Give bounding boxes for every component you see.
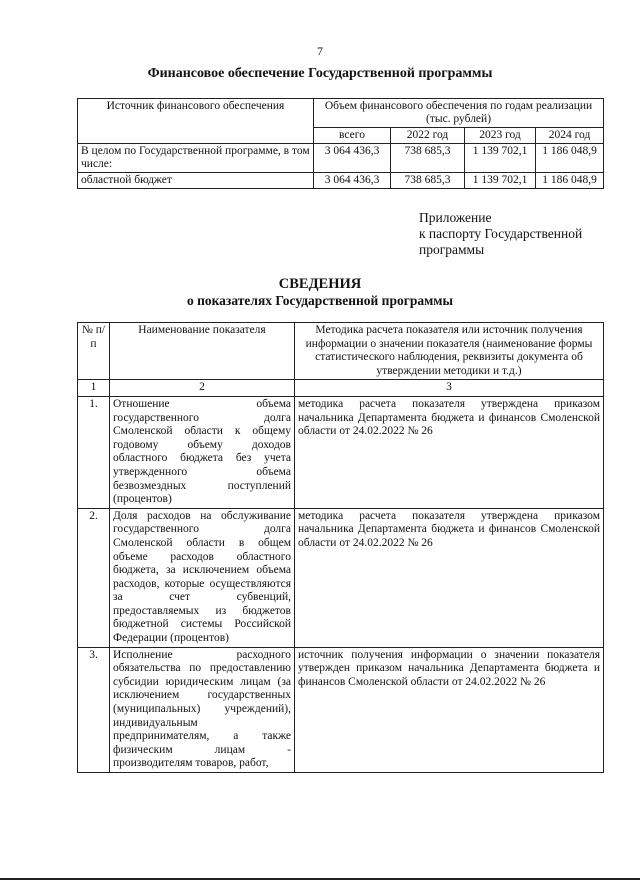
column-2022: 2022 год (391, 128, 465, 144)
indicator-name: Доля расходов на обслуживание государственного долга Смоленской области в общем объеме расходов областного бюджета, за исключением объема расходов, которые осуществляются за счет субвенций, предоставляемых из бюджетов бюджетной системы Российской Федерации (процентов) (110, 508, 295, 647)
table-row (78, 508, 604, 647)
value-2023: 1 139 702,1 (465, 173, 536, 189)
column-number: 2 (110, 380, 295, 397)
finance-section-title: Финансовое обеспечение Государственной программы (147, 66, 493, 81)
indicator-name: Отношение объема государственного долга Смоленской области к общему годовому объему доходов областного бюджета без учета утвержденного объема безвозмездных поступлений (процентов) (110, 396, 295, 508)
svedenia-title: СВЕДЕНИЯ (278, 276, 362, 292)
row-number: 1. (78, 396, 110, 508)
value-total: 3 064 436,3 (314, 173, 391, 189)
row-label: областной бюджет (78, 173, 314, 189)
indicator-method: методика расчета показателя утверждена приказом начальника Департамента бюджета и финансов Смоленской области от 24.02.2022 № 26 (295, 508, 604, 647)
value-2022: 738 685,3 (391, 144, 465, 173)
indicator-method: источник получения информации о значении показателя утвержден приказом начальника Департамента бюджета и финансов Смоленской области от 24.02.2022 № 26 (295, 647, 604, 772)
svedenia-subtitle: о показателях Государственной программы (186, 293, 454, 308)
header-name: Наименование показателя (110, 323, 295, 380)
column-number: 3 (295, 380, 604, 397)
row-label: В целом по Государственной программе, в том числе: (78, 144, 314, 173)
value-2022: 738 685,3 (391, 173, 465, 189)
indicators-table (77, 322, 604, 773)
appendix-line: Приложение (419, 210, 492, 225)
page-number: 7 (317, 44, 323, 58)
header-method: Методика расчета показателя или источник получения информации о значении показателя (наименование формы статистического наблюдения, реквизиты документа об утверждении методики и т.д.) (295, 323, 604, 380)
column-2023: 2023 год (465, 128, 536, 144)
table-row (78, 647, 604, 772)
column-total: всего (314, 128, 391, 144)
appendix-line: к паспорту Государственной (419, 226, 583, 241)
appendix-line: программы (419, 242, 485, 257)
source-header: Источник финансового обеспечения (78, 99, 314, 144)
finance-table (77, 98, 604, 189)
row-number: 3. (78, 647, 110, 772)
table-row (78, 173, 604, 189)
column-2024: 2024 год (536, 128, 604, 144)
value-2024: 1 186 048,9 (536, 173, 604, 189)
header-number: № п/п (78, 323, 110, 380)
indicator-name: Исполнение расходного обязательства по предоставлению субсидии юридическим лицам (за исключением государственных (муниципальных) учреждений), индивидуальным предпринимателям, а также физическим лицам - производителям товаров, работ, (110, 647, 295, 772)
table-row (78, 144, 604, 173)
appendix-note (419, 210, 582, 258)
page-bottom-rule (0, 878, 640, 880)
column-number: 1 (78, 380, 110, 397)
value-2024: 1 186 048,9 (536, 144, 604, 173)
value-total: 3 064 436,3 (314, 144, 391, 173)
row-number: 2. (78, 508, 110, 647)
table-row (78, 396, 604, 508)
indicator-method: методика расчета показателя утверждена приказом начальника Департамента бюджета и финансов Смоленской области от 24.02.2022 № 26 (295, 396, 604, 508)
volume-header: Объем финансового обеспечения по годам реализации (тыс. рублей) (314, 99, 604, 128)
value-2023: 1 139 702,1 (465, 144, 536, 173)
